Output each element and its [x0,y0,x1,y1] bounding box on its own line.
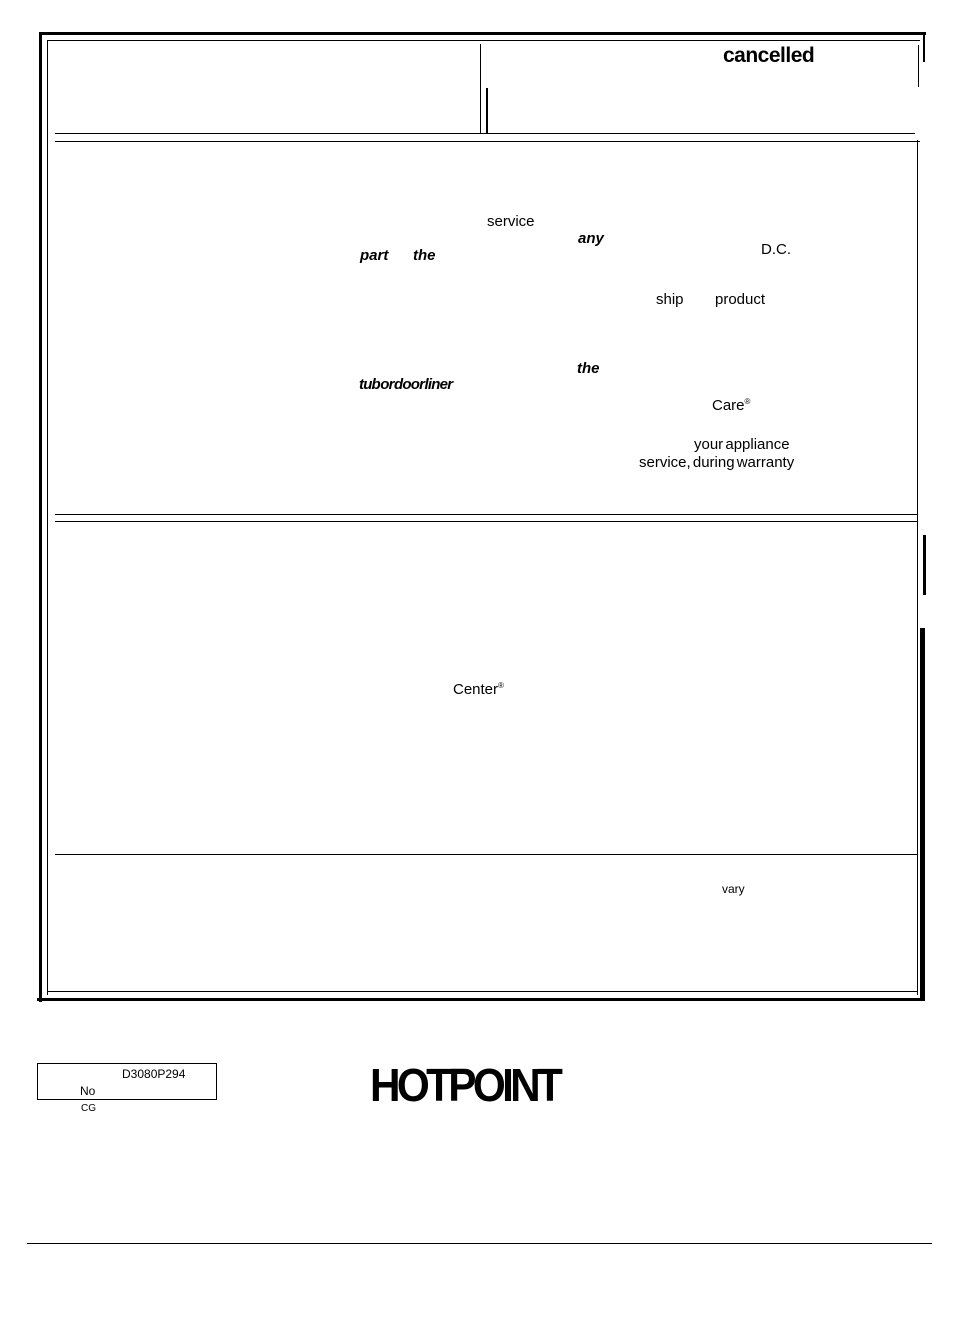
header-vertical-divider-a [480,44,481,134]
frame-left-outer [39,32,42,1002]
word-the-1: the [413,247,436,264]
section-3-top-rule [55,854,918,855]
cg-label: CG [81,1103,96,1114]
frame-bottom-inner [47,991,918,992]
word-ship: ship [656,291,684,308]
section-2-top-rule-b [55,521,918,522]
page-bottom-rule [27,1243,932,1244]
word-your-appliance: your appliance [694,436,790,453]
frame-right-inner [917,140,918,995]
word-part: part [360,247,389,264]
word-the-2: the [577,360,600,377]
header-vertical-divider-b [486,88,488,134]
frame-right-outer-mid [923,535,926,595]
registered-mark: ® [498,681,504,690]
hotpoint-logo: HOTPOINT [370,1059,560,1111]
word-service-during-warranty: service, during warranty [639,454,795,471]
frame-top-rule [39,32,926,35]
word-any: any [578,230,604,247]
registered-mark: ® [744,397,751,406]
word-dc: D.C. [761,241,791,258]
word-product: product [715,291,766,308]
word-center: Center® [453,681,504,698]
section-2-top-rule-a [55,514,918,515]
no-label: No [80,1084,96,1098]
frame-right-inner-upper [918,45,919,87]
frame-top-inner-rule [48,40,920,41]
frame-bottom-outer [37,998,925,1001]
header-bottom-rule [55,133,915,134]
word-tub-or-door-liner: tub or door liner [359,376,453,393]
cancelled-word: cancelled [723,44,815,67]
section-1-top-rule [55,141,920,142]
word-service: service [487,213,535,230]
word-vary: vary [722,882,745,896]
frame-right-outer-lower [920,628,925,1000]
frame-right-outer-upper [923,32,925,62]
word-care: Care® [712,397,751,414]
frame-left-inner [47,40,48,995]
part-number: D3080P294 [122,1067,186,1081]
